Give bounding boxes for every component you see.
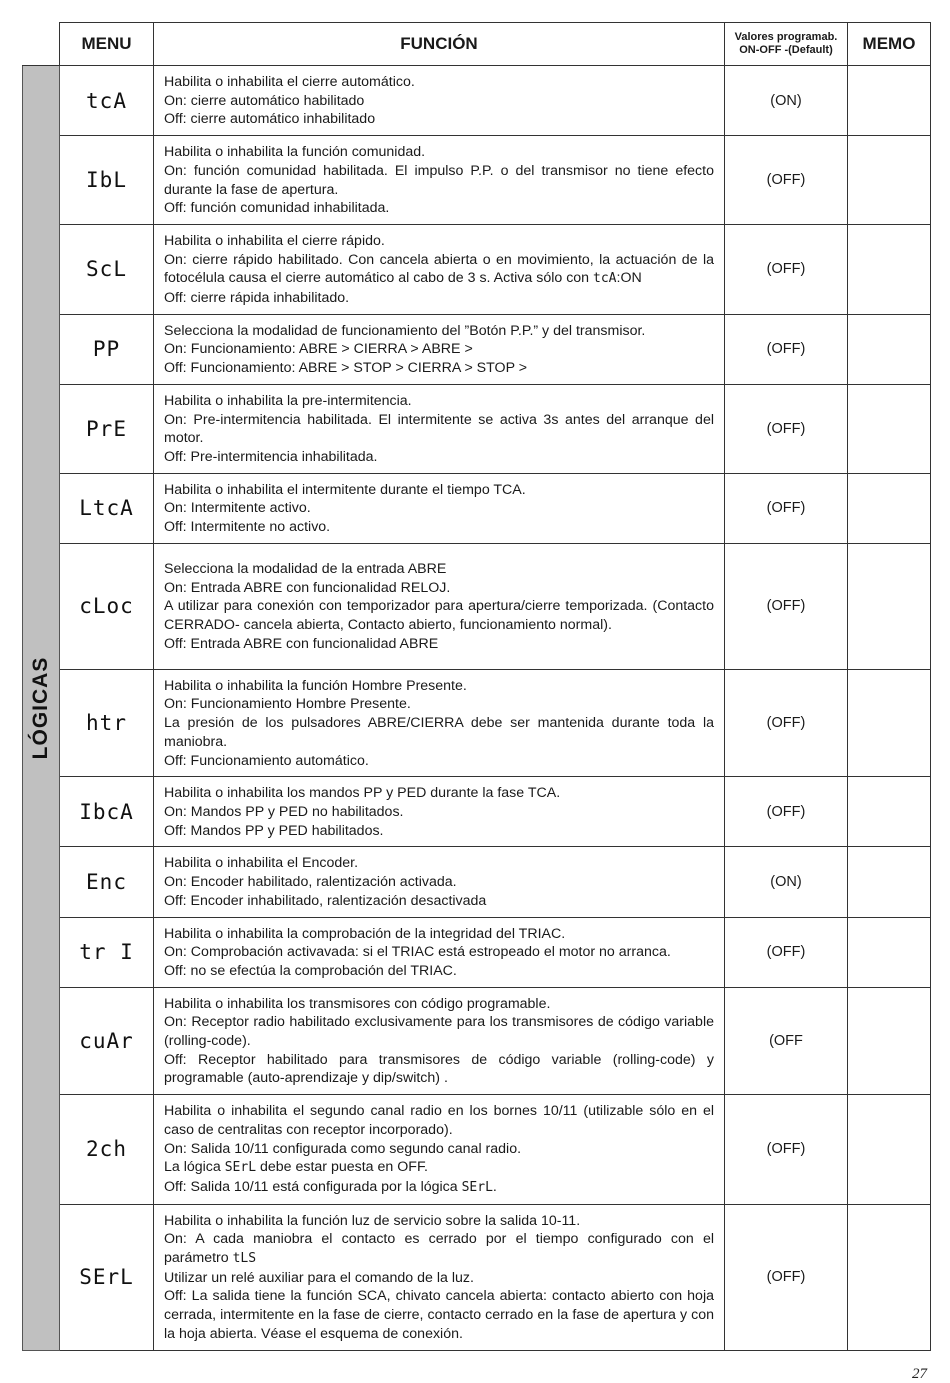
function-description [154,917,725,987]
function-line: Habilita o inhabilita la función luz de servicio sobre la salida 10-11. [164,1212,581,1229]
function-description [154,224,725,314]
inline-after: . [492,1178,497,1195]
default-value: (ON) [725,847,848,917]
function-line: On: Salida 10/11 configurada como segundo canal radio. [164,1140,522,1157]
menu-code: IbcA [60,777,154,847]
function-line-text: Off: Salida 10/11 está configurada por la lógica [164,1178,462,1195]
function-description [154,847,725,917]
memo-cell [848,777,931,847]
logic-parameters-table [22,22,931,1351]
menu-code: SErL [60,1204,154,1350]
default-value: (OFF) [725,917,848,987]
function-line: On: Receptor radio habilitado exclusivamente para los transmisores de código variable (rolling-code). [164,1014,714,1050]
menu-code: ScL [60,224,154,314]
function-line: Off: La salida tiene la función SCA, chivato cancela abierta: contacto abierto con hoja cerrada, intermitente en la fase de cierre, contacto cerrado en la fase de apertura y con la hoja abierta. Véase el esquema de conexión. [164,1288,714,1342]
table-row [23,543,931,669]
function-description [154,314,725,384]
function-line: On: Funcionamiento Hombre Presente. [164,696,411,713]
default-value: (ON) [725,66,848,136]
table-row [23,136,931,225]
function-line-text: On: cierre rápido habilitado. Con cancela abierta o en movimiento, la actuación de la fotocélula causa el cierre automático al cabo de 3 s. Activa sólo con [164,251,714,287]
function-line: La presión de los pulsadores ABRE/CIERRA debe ser mantenida durante toda la maniobra. [164,715,714,750]
menu-code: cuAr [60,987,154,1095]
header-menu: MENU [60,23,154,66]
menu-code: htr [60,669,154,777]
function-line: On: Pre-intermitencia habilitada. El intermitente se activa 3s antes del arranque del motor. [164,411,714,447]
function-description [154,473,725,543]
function-line: Selecciona la modalidad de funcionamiento del ”Botón P.P.” y del transmisor. [164,322,646,339]
page-number: 27 [912,1366,927,1382]
function-line: On: cierre automático habilitado [164,92,365,109]
header-funcion: FUNCIÓN [154,23,725,66]
function-line [164,1178,714,1198]
function-line: On: Entrada ABRE con funcionalidad RELOJ. [164,579,451,596]
function-line [164,1158,714,1178]
function-line: Off: Entrada ABRE con funcionalidad ABRE [164,635,439,652]
header-blank-cell [23,23,60,66]
section-sidebar [23,66,60,1351]
function-line: On: Comprobación activavada: si el TRIAC está estropeado el motor no arranca. [164,944,671,961]
header-memo: MEMO [848,23,931,66]
function-line-text: La lógica [164,1159,225,1176]
menu-code: tcA [60,66,154,136]
function-line: Off: Receptor habilitado para transmisores de código variable (rolling-code) y programable (auto-aprendizaje y dip/switch) . [164,1051,714,1087]
function-line: Habilita o inhabilita el segundo canal radio en los bornes 10/11 (utilizable sólo en el caso de centralitas con receptor incorporado). [164,1103,714,1138]
function-line: Off: función comunidad inhabilitada. [164,200,390,217]
table-row [23,473,931,543]
function-line [164,251,714,289]
memo-cell [848,1204,931,1350]
menu-code: 2ch [60,1095,154,1205]
table-row [23,847,931,917]
table-row [23,66,931,136]
function-line: Habilita o inhabilita la comprobación de la integridad del TRIAC. [164,925,566,942]
menu-code: cLoc [60,543,154,669]
table-row [23,917,931,987]
memo-cell [848,314,931,384]
section-label: LÓGICAS [29,656,52,760]
function-line: Habilita o inhabilita el cierre rápido. [164,232,385,249]
function-line: Off: Funcionamiento automático. [164,752,369,769]
default-value: (OFF) [725,473,848,543]
function-line: Habilita o inhabilita la función comunidad. [164,144,426,161]
default-value: (OFF) [725,224,848,314]
function-description [154,136,725,225]
function-line: On: función comunidad habilitada. El impulso P.P. o del transmisor no tiene efecto durante la fase de apertura. [164,162,714,198]
function-description [154,1095,725,1205]
function-line: A utilizar para conexión con temporizador para apertura/cierre temporizada. (Contacto CERRADO- cancela abierta, Contacto abierto, funcionamiento normal). [164,598,714,634]
menu-code: IbL [60,136,154,225]
table-row [23,224,931,314]
function-line-text: On: A cada maniobra el contacto es cerrado por el tiempo configurado con el parámetro [164,1231,714,1267]
function-line: Habilita o inhabilita la función Hombre Presente. [164,677,467,694]
function-line: Off: cierre rápida inhabilitado. [164,290,350,307]
default-value: (OFF) [725,136,848,225]
default-value: (OFF) [725,543,848,669]
inline-after: :ON [616,270,642,287]
function-description [154,1204,725,1350]
memo-cell [848,987,931,1095]
memo-cell [848,847,931,917]
table-row [23,987,931,1095]
table-row [23,669,931,777]
inline-code: SErL [224,1160,257,1176]
menu-code: PP [60,314,154,384]
function-line: On: Encoder habilitado, ralentización activada. [164,874,457,891]
inline-code: tcA [593,271,617,287]
menu-code: Enc [60,847,154,917]
table-row [23,777,931,847]
table-row [23,1095,931,1205]
function-description [154,66,725,136]
table-header-row [23,23,931,66]
function-description [154,543,725,669]
menu-code: tr I [60,917,154,987]
function-line: Off: cierre automático inhabilitado [164,111,376,128]
memo-cell [848,224,931,314]
default-value: (OFF) [725,1204,848,1350]
function-line: Off: no se efectúa la comprobación del TRIAC. [164,962,457,979]
function-line: Off: Pre-intermitencia inhabilitada. [164,448,378,465]
table-row [23,384,931,473]
function-line: On: Mandos PP y PED no habilitados. [164,803,404,820]
function-line: Habilita o inhabilita la pre-intermitencia. [164,392,412,409]
default-value: (OFF) [725,314,848,384]
default-value: (OFF) [725,669,848,777]
function-line: Habilita o inhabilita los mandos PP y PED durante la fase TCA. [164,785,561,802]
function-line: Utilizar un relé auxiliar para el comando de la luz. [164,1269,474,1286]
default-value: (OFF) [725,777,848,847]
function-line: Off: Encoder inhabilitado, ralentización desactivada [164,892,487,909]
function-line: Off: Mandos PP y PED habilitados. [164,822,384,839]
default-value: (OFF [725,987,848,1095]
function-description [154,777,725,847]
function-description [154,384,725,473]
memo-cell [848,1095,931,1205]
inline-code: SErL [461,1179,493,1195]
function-line: On: Intermitente activo. [164,500,311,517]
default-value: (OFF) [725,1095,848,1205]
function-line: Off: Funcionamiento: ABRE > STOP > CIERRA > STOP > [164,360,528,377]
memo-cell [848,543,931,669]
function-line: On: Funcionamiento: ABRE > CIERRA > ABRE > [164,341,473,358]
memo-cell [848,669,931,777]
menu-code: LtcA [60,473,154,543]
memo-cell [848,136,931,225]
table-row [23,314,931,384]
function-line: Habilita o inhabilita el intermitente durante el tiempo TCA. [164,481,526,498]
header-valores [725,23,848,66]
header-valores-line1: Valores programab. [734,31,838,43]
function-line: Habilita o inhabilita el Encoder. [164,855,359,872]
memo-cell [848,917,931,987]
default-value: (OFF) [725,384,848,473]
memo-cell [848,66,931,136]
table-row [23,1204,931,1350]
header-valores-line2: ON-OFF -(Default) [739,44,833,56]
function-description [154,669,725,777]
function-line [164,1230,714,1268]
function-line: Selecciona la modalidad de la entrada ABRE [164,561,447,577]
function-line: Habilita o inhabilita los transmisores con código programable. [164,995,551,1012]
memo-cell [848,384,931,473]
function-description [154,987,725,1095]
function-line: Habilita o inhabilita el cierre automático. [164,74,415,90]
inline-after: debe estar puesta en OFF. [256,1159,428,1176]
menu-code: PrE [60,384,154,473]
inline-code: tLS [232,1251,257,1267]
memo-cell [848,473,931,543]
function-line: Off: Intermitente no activo. [164,519,331,536]
